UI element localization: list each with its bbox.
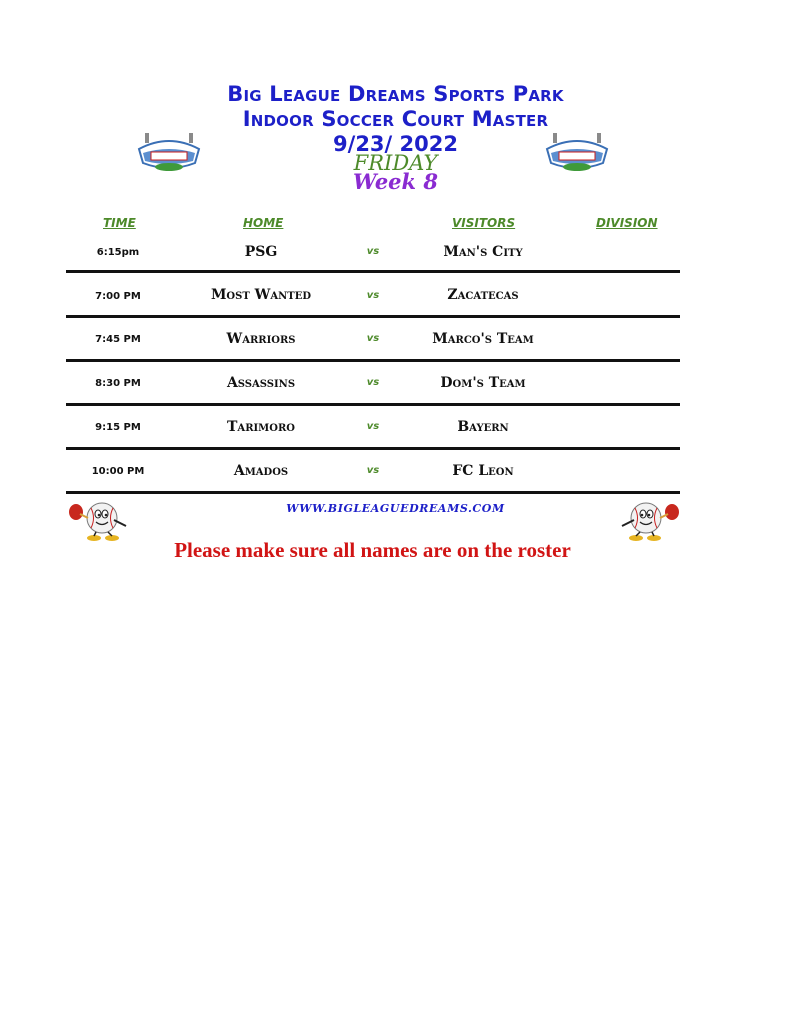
game-time: 9:15 PM <box>95 422 141 433</box>
row-divider <box>66 491 680 494</box>
game-time: 6:15pm <box>96 247 140 258</box>
visiting-team: Zacatecas <box>447 287 519 303</box>
title-block <box>0 82 791 156</box>
home-team: Assassins <box>226 375 296 391</box>
website-link[interactable]: WWW.BIGLEAGUEDREAMS.COM <box>286 502 505 515</box>
vs-label: vs <box>366 246 380 257</box>
row-divider <box>66 270 680 273</box>
home-team: Warriors <box>226 331 296 347</box>
game-time: 7:45 PM <box>95 334 141 345</box>
visiting-team: FC Leon <box>452 463 514 479</box>
home-team: Most Wanted <box>210 287 312 303</box>
row-divider <box>66 403 680 406</box>
game-time: 10:00 PM <box>91 466 145 477</box>
schedule-week: Week 8 <box>352 169 439 194</box>
row-divider <box>66 359 680 362</box>
vs-label: vs <box>366 465 380 476</box>
stadium-logo-icon <box>545 131 609 173</box>
schedule-name: Indoor Soccer Court Master <box>242 107 549 131</box>
game-time: 8:30 PM <box>95 378 141 389</box>
visiting-team: Bayern <box>457 419 509 435</box>
game-row <box>66 236 680 280</box>
column-header-division: DIVISION <box>596 216 658 230</box>
schedule-date: 9/23/ 2022 <box>333 132 458 156</box>
game-time: 7:00 PM <box>95 291 141 302</box>
home-team: PSG <box>244 244 278 260</box>
vs-label: vs <box>366 333 380 344</box>
visiting-team: Marco's Team <box>432 331 534 347</box>
row-divider <box>66 315 680 318</box>
roster-note: Please make sure all names are on the roster <box>174 538 571 562</box>
row-divider <box>66 447 680 450</box>
column-header-time: TIME <box>103 216 136 230</box>
park-name: Big League Dreams Sports Park <box>227 82 564 106</box>
schedule-day: FRIDAY <box>353 151 438 175</box>
home-team: Amados <box>233 463 289 479</box>
vs-label: vs <box>366 421 380 432</box>
vs-label: vs <box>366 377 380 388</box>
column-header-visitors: VISITORS <box>452 216 516 230</box>
visiting-team: Dom's Team <box>440 375 526 391</box>
stadium-logo-icon <box>137 131 201 173</box>
visiting-team: Man's City <box>443 244 523 260</box>
vs-label: vs <box>366 290 380 301</box>
home-team: Tarimoro <box>227 419 295 435</box>
column-header-home: HOME <box>243 216 284 230</box>
